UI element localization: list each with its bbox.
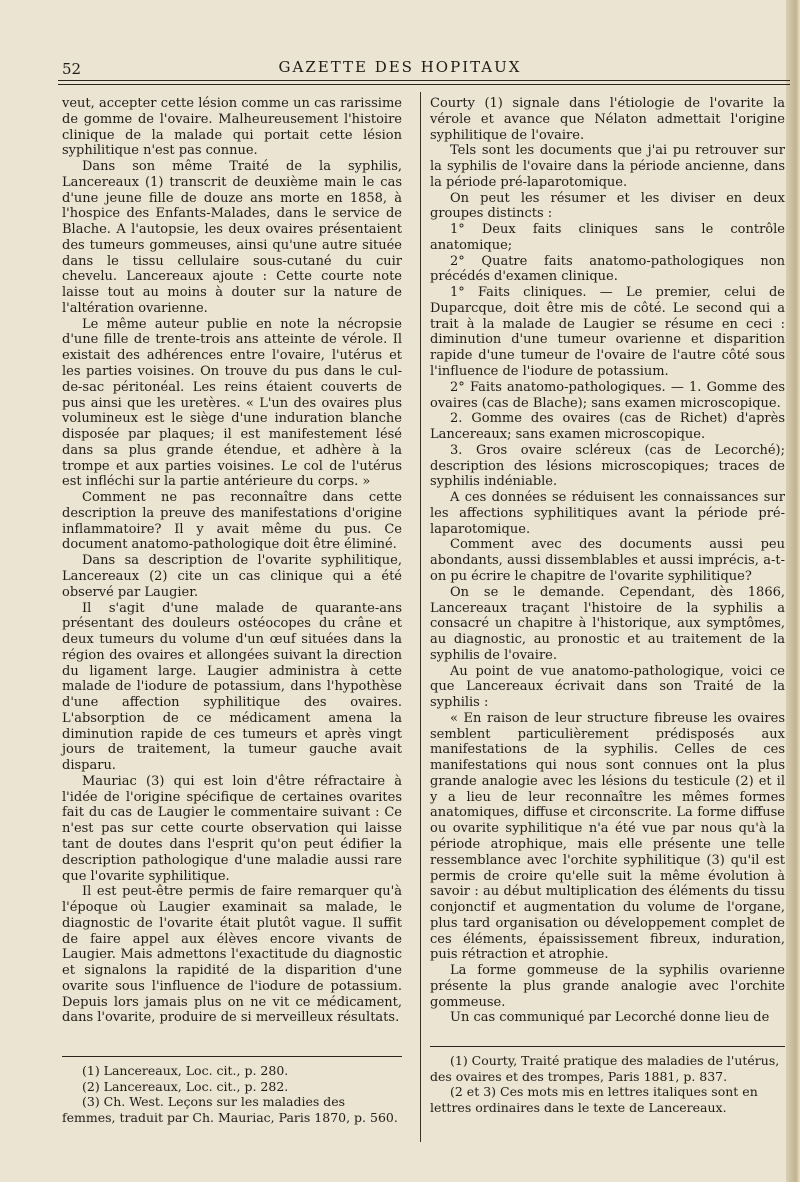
paragraph: 1° Faits cliniques. — Le premier, celui de Duparcque, doit être mis de côté. Le second qui a trait à la malade de Laugier se résume en ceci : diminution d'une tumeur ovarienne et disparition rapide d'une tumeur de l'ovaire de l'autre côté sous l'influence de l'iodure de potassium. (430, 285, 785, 380)
paragraph: Dans son même Traité de la syphilis, Lancereaux (1) transcrit de deuxième main le cas d'une jeune fille de douze ans morte en 1858, à l'hospice des Enfants-Malades, dans le service de Blache. A l'autopsie, les deux ovaires présentaient des tumeurs gommeuses, ainsi qu'une autre située dans le tissu cellulaire sous-cutané du cuir chevelu. Lancereaux ajoute : Cette courte note laisse tout au moins à douter sur la nature de l'altération ovarienne. (62, 159, 402, 316)
paragraph: Le même auteur publie en note la nécropsie d'une fille de trente-trois ans atteinte de vérole. Il existait des adhérences entre l'ovaire, l'utérus et les parties voisines. On trouve du pus dans le cul-de-sac péritonéal. Les reins étaient couverts de pus ainsi que les uretères. « L'un des ovaires plus volumineux est le siège d'une induration blanche disposée par plaques; il est manifestement lésé dans sa plus grande étendue, et adhère à la trompe et aux parties voisines. Le col de l'utérus est infléchi sur la partie antérieure du corps. » (62, 316, 402, 490)
footnote: (1) Courty, Traité pratique des maladies de l'utérus, des ovaires et des trompes, Paris 1881, p. 837. (430, 1053, 780, 1084)
paragraph: Dans sa description de l'ovarite syphilitique, Lancereaux (2) cite un cas clinique qui a été observé par Laugier. (62, 553, 402, 600)
footnote: (1) Lancereaux, Loc. cit., p. 280. (82, 1063, 289, 1078)
paragraph: On peut les résumer et les diviser en deux groupes distincts : (430, 190, 785, 222)
footnote: (2) Lancereaux, Loc. cit., p. 282. (82, 1078, 289, 1094)
left-column (62, 96, 402, 1026)
paragraph: Un cas communiqué par Lecorché donne lieu de (450, 1010, 770, 1026)
paragraph: Mauriac (3) qui est loin d'être réfractaire à l'idée de l'origine spécifique de certaines ovarites fait du cas de Laugier le commentaire suivant : Ce n'est pas sur cette courte observation qui laisse tant de doutes dans l'esprit qu'on peut édifier la description pathologique d'une maladie aussi rare que l'ovarite syphilitique. (62, 773, 402, 884)
paragraph: « En raison de leur structure fibreuse les ovaires semblent particulièrement prédisposés aux manifestations de la syphilis. Celles de ces manifestations qui nous sont connues ont la plus grande analogie avec les lésions du testicule (2) et il y a lieu de leur reconnaître les mêmes formes anatomiques, diffuse et circonscrite. La forme diffuse ou ovarite syphilitique n'a été vue par nous qu'à la période atrophique, mais elle présente une telle ressemblance avec l'orchite syphilitique (3) qu'il est permis de croire qu'elle suit la même évolution à savoir : au début multiplication des éléments du tissu conjonctif et augmentation du volume de l'organe, plus tard organisation ou développement complet de ces éléments, épaississement fibreux, induration, puis rétraction et atrophie. (430, 710, 785, 963)
paragraph: 3. Gros ovaire scléreux (cas de Lecorché); description des lésions microscopiques; traces de syphilis indéniable. (430, 442, 785, 490)
paragraph: Comment ne pas reconnaître dans cette description la preuve des manifestations d'origine inflammatoire? Il y avait même du pus. Ce document anatomo-pathologique doit être éliminé. (62, 490, 402, 553)
paragraph: On se le demande. Cependant, dès 1866, Lancereaux traçant l'histoire de la syphilis a consacré un chapitre à l'historique, aux symptômes, au diagnostic, au pronostic et au traitement de la syphilis de l'ovaire. (430, 584, 785, 663)
paragraph: Il est peut-être permis de faire remarquer qu'à l'époque où Laugier examinait sa malade, le diagnostic de l'ovarite était plutôt vague. Il suffit de faire appel aux élèves encore vivants de Laugier. Mais admettons l'exactitude du diagnostic et signalons la rapidité de la disparition d'une ovarite sous l'influence de l'iodure de potassium. Depuis lors jamais plus on ne vit ce médicament, dans l'ovarite, produire de si merveilleux résultats. (62, 884, 402, 1026)
page-edge (786, 0, 800, 1182)
running-title: GAZETTE DES HOPITAUX (278, 58, 522, 76)
header-rule-thin (58, 84, 790, 85)
page-number: 52 (62, 60, 82, 78)
paragraph: 2° Faits anatomo-pathologiques. — 1. Gomme des ovaires (cas de Blache); sans examen microscopique. (430, 379, 785, 411)
paragraph: 1° Deux faits cliniques sans le contrôle anatomique; (430, 222, 785, 253)
left-footnotes (62, 1050, 402, 1125)
column-divider (420, 92, 421, 1142)
paragraph: 2° Quatre faits anatomo-pathologiques non précédés d'examen clinique. (430, 253, 785, 285)
paragraph: La forme gommeuse de la syphilis ovarienne présente la plus grande analogie avec l'orchite gommeuse. (430, 963, 785, 1010)
paragraph: veut, accepter cette lésion comme un cas rarissime de gomme de l'ovaire. Malheureusement l'histoire clinique de la malade qui portait cette lésion syphilitique n'est pas connue. (62, 96, 402, 159)
right-footnotes (430, 1040, 785, 1115)
paragraph: 2. Gomme des ovaires (cas de Richet) d'après Lancereaux; sans examen microscopique. (430, 411, 785, 443)
paragraph: Courty (1) signale dans l'étiologie de l'ovarite la vérole et avance que Nélaton admettait l'origine syphilitique de l'ovaire. (430, 96, 785, 143)
paragraph: Tels sont les documents que j'ai pu retrouver sur la syphilis de l'ovaire dans la période ancienne, dans la période pré-laparotomique. (430, 143, 785, 190)
paragraph: Comment avec des documents aussi peu abondants, aussi dissemblables et aussi imprécis, a-t-on pu écrire le chapitre de l'ovarite syphilitique? (430, 537, 785, 584)
footnote-rule (62, 1056, 402, 1057)
header-rule (58, 80, 790, 81)
footnote-rule (430, 1046, 785, 1047)
footnote: (3) Ch. West. Leçons sur les maladies des femmes, traduit par Ch. Mauriac, Paris 1870, p. 560. (62, 1094, 398, 1125)
paragraph: Il s'agit d'une malade de quarante-ans présentant des douleurs ostéocopes du crâne et deux tumeurs du volume d'un œuf situées dans la région des ovaires et allongées suivant la direction du ligament large. Laugier administra à cette malade de l'iodure de potassium, dans l'hypothèse d'une affection syphilitique des ovaires. L'absorption de ce médicament amena la diminution rapide de ces tumeurs et après vingt jours de traitement, la tumeur gauche avait disparu. (62, 600, 402, 774)
paragraph: Au point de vue anatomo-pathologique, voici ce que Lancereaux écrivait dans son Traité de la syphilis : (430, 663, 785, 711)
paragraph: A ces données se réduisent les connaissances sur les affections syphilitiques avant la période pré-laparotomique. (430, 490, 785, 537)
footnote: (2 et 3) Ces mots mis en lettres italiques sont en lettres ordinaires dans le texte de Lancereaux. (430, 1084, 758, 1115)
right-column (430, 96, 785, 1026)
